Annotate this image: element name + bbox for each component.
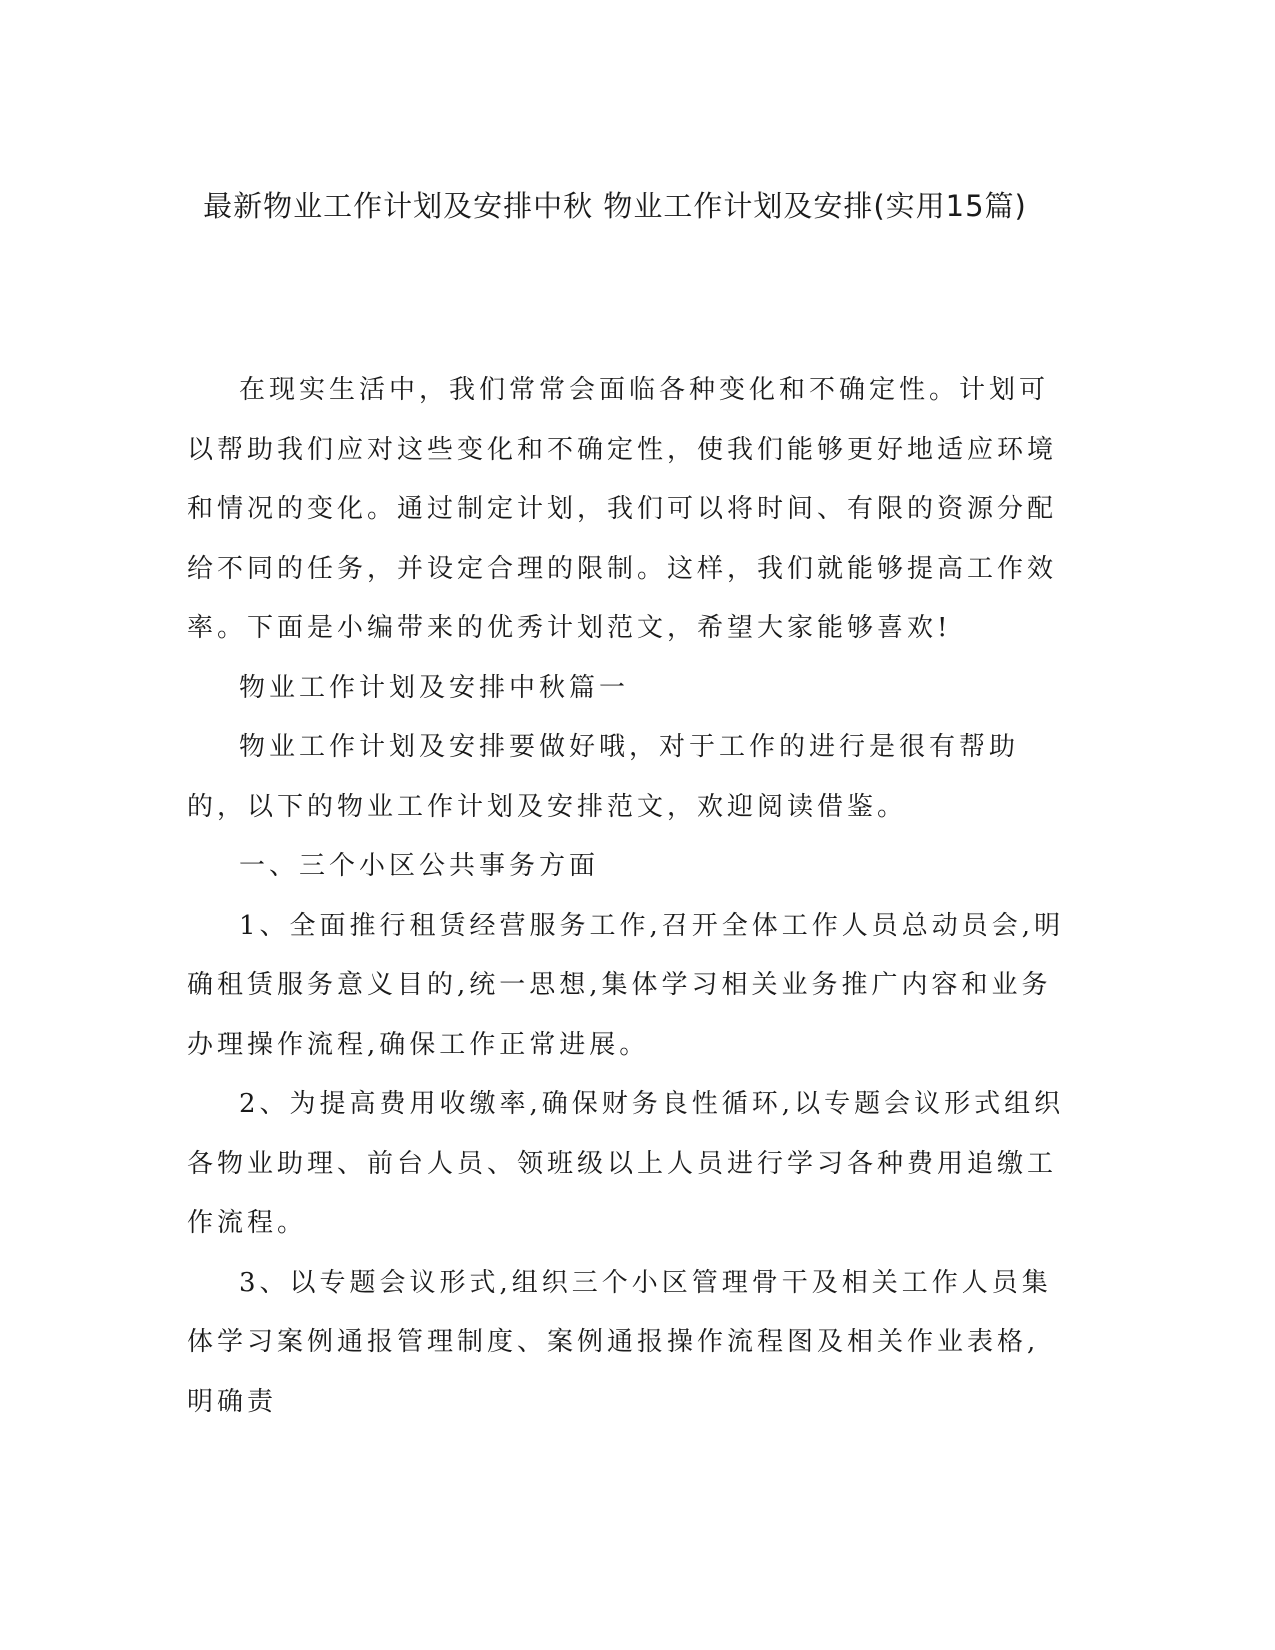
section-heading: 物业工作计划及安排中秋篇一 <box>239 672 630 703</box>
document-title: 最新物业工作计划及安排中秋 物业工作计划及安排(实用15篇) <box>203 189 1027 223</box>
paragraph-preface: 物业工作计划及安排要做好哦，对于工作的进行是很有帮助的，以下的物业工作计划及安排范文，欢迎阅读借鉴。 <box>187 732 1020 822</box>
paragraph-intro: 在现实生活中，我们常常会面临各种变化和不确定性。计划可以帮助我们应对这些变化和不确定性，使我们能够更好地适应环境和情况的变化。通过制定计划，我们可以将时间、有限的资源分配给不同的任务，并设定合理的限制。这样，我们就能够提高工作效率。下面是小编带来的优秀计划范文，希望大家能够喜欢! <box>187 375 1058 643</box>
list-item: 1、全面推行租赁经营服务工作,召开全体工作人员总动员会,明确租赁服务意义目的,统一思想,集体学习相关业务推广内容和业务办理操作流程,确保工作正常进展。 <box>187 910 1065 1060</box>
subsection-heading: 一、三个小区公共事务方面 <box>239 851 600 881</box>
list-item: 3、以专题会议形式,组织三个小区管理骨干及相关工作人员集体学习案例通报管理制度、案例通报操作流程图及相关作业表格,明确责 <box>187 1267 1052 1417</box>
list-item: 2、为提高费用收缴率,确保财务良性循环,以专题会议形式组织各物业助理、前台人员、领班级以上人员进行学习各种费用追缴工作流程。 <box>187 1089 1065 1238</box>
document-body <box>187 361 1067 1432</box>
